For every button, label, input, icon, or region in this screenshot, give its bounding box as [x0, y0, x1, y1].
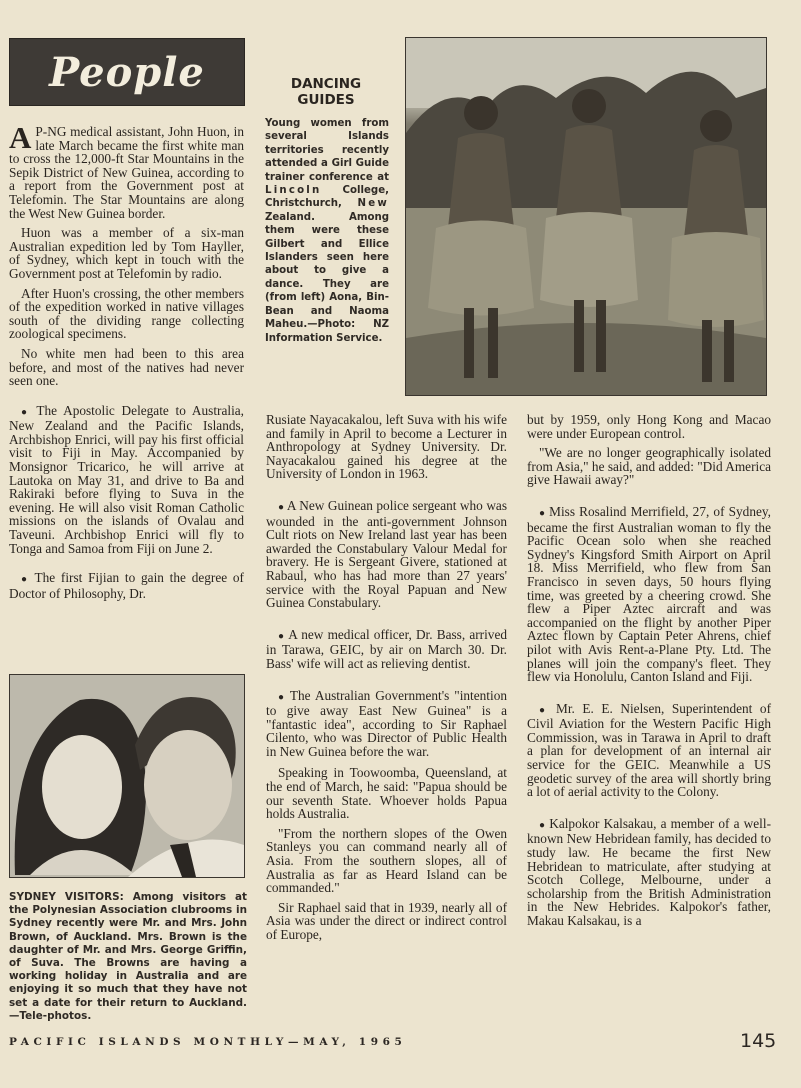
sydney-visitors-photo — [9, 674, 245, 878]
column-2: Rusiate Nayacakalou, left Suva with his wife and family in April to become a Lecturer in Anthropology at Sydney University. Dr. Nayacakalou gained his degree at the University of London in 1963. ● A New Guinean police sergeant who was wounded in the anti-government Johnson Cult riots on New Ireland last year has been awarded the Constabulary Valour Medal for bravery. He is Sergeant Givere, stationed at Rabaul, who has had more than 27 years' service with the Royal Papuan and New Guinea Constabulary. ● A new medical officer, Dr. Bass, arrived in Tarawa, GEIC, by air on March 30. Dr. Bass' wife will act as relieving dentist. ● The Australian Government's "intention to give away East New Guinea" is a "fantastic idea", according to Sir Raphael Cilento, who was Director of Public Health in New Guinea before the war. Speaking in Toowoomba, Queensland, at the end of March, he said: "Papua should be our seventh State. Whoever holds Papua holds Australia. "From the northern slopes of the Owen Stanleys you can command nearly all of Asia. From the southern slopes, all of Australia as far as Heard Island can be commanded." Sir Raphael said that in 1939, nearly all of Asia was under the direct or indirect control of Europe, — [266, 413, 507, 954]
column-1: A P-NG medical assistant, John Huon, in late March became the first white man to cross the 12,000-ft Star Mountains in the Sepik District of New Guinea, according to a report from the Government post at Telefomin. The Star Mountains are along the West New Guinea border. Huon was a member of a six-man Australian expedition led by Tom Hayller, of Sydney, which kept in touch with the Government post at Telefomin by radio. After Huon's crossing, the other members of the expedition worked in native villages south of the dividing range collecting zoological specimens. No white men had been to this area before, and most of the natives had never seen one. ● The Apostolic Delegate to Australia, New Zealand and the Pacific Islands, Archbishop Enrici, will pay his first official visit to Fiji in May. Accompanied by Monsignor Tricarico, he will arrive at Lautoka on May 31, and drive to Ba and Rakiraki before flying to Suva in the evening. He will also visit Roman Catholic missions on the islands of Ovalau and Taveuni. Archbishop Enrici will fly to Tonga and Samoa from Fiji on June 2. ● The first Fijian to gain the degree of Doctor of Philosophy, Dr. — [9, 125, 244, 612]
masthead-title: People — [49, 48, 205, 96]
dancing-guides-photo — [405, 37, 767, 396]
sydney-visitors-caption: SYDNEY VISITORS: Among visitors at the Polynesian Association clubrooms in Sydney recently were Mr. and Mrs. John Brown, of Auckland. Mrs. Brown is the daughter of Mr. and Mrs. George Griffin, of Suva. The Browns are having a working holiday in Australia and are enjoying it so much that they have not set a date for their return to Auckland.—Tele-photos. — [9, 891, 247, 1022]
page-number: 145 — [740, 1030, 777, 1052]
dancing-guides-caption: Young women from several Islands territories recently attended a Girl Guide trainer conference at Lincoln College, Christchurch, New Zealand. Among them were these Gilbert and Ellice Islanders seen here about to give a dance. They are (from left) Aona, Bin-Bean and Naoma Maheu.—Photo: NZ Information Service. — [265, 118, 389, 344]
magazine-footer: PACIFIC ISLANDS MONTHLY—MAY, 1965 — [9, 1036, 407, 1048]
drop-cap: A — [9, 120, 32, 155]
dancing-guides-heading: DANCING GUIDES — [290, 76, 362, 108]
column-3: but by 1959, only Hong Kong and Macao were under European control. "We are no longer geographically isolated from Asia," he said, and added: "Did America give Hawaii away?" ● Miss Rosalind Merrifield, 27, of Sydney, became the first Australian woman to fly the Pacific Ocean solo when she reached Sydney's Kingsford Smith Airport on April 18. Miss Merrifield, who flew from San Francisco in seven days, 50 hours flying time, was greeted by a cheering crowd. She flew a Piper Aztec aircraft and was accompanied on the flight by another Piper Aztec flown by Captain Peter Ahrens, chief pilot with Avis Rent-a-Plane Pty. Ltd. The planes will join the company's fleet. They flew via Honolulu, Canton Island and Fiji. ● Mr. E. E. Nielsen, Superintendent of Civil Aviation for the Western Pacific High Commission, was in Tarawa in April to draft a plan for development of an internal air service for the GEIC. Meanwhile a US geodetic survey of the area will shortly bring a lot of aerial activity to the Colony. ● Kalpokor Kalsakau, a member of a well-known New Hebridean family, has decided to study law. He became the first New Hebridean to matriculate, after studying at Scotch College, Melbourne, under a scholarship from the British Administration in the New Hebrides. Kalpokor's father, Makau Kalsakau, is a — [527, 413, 771, 940]
people-masthead — [9, 38, 245, 106]
